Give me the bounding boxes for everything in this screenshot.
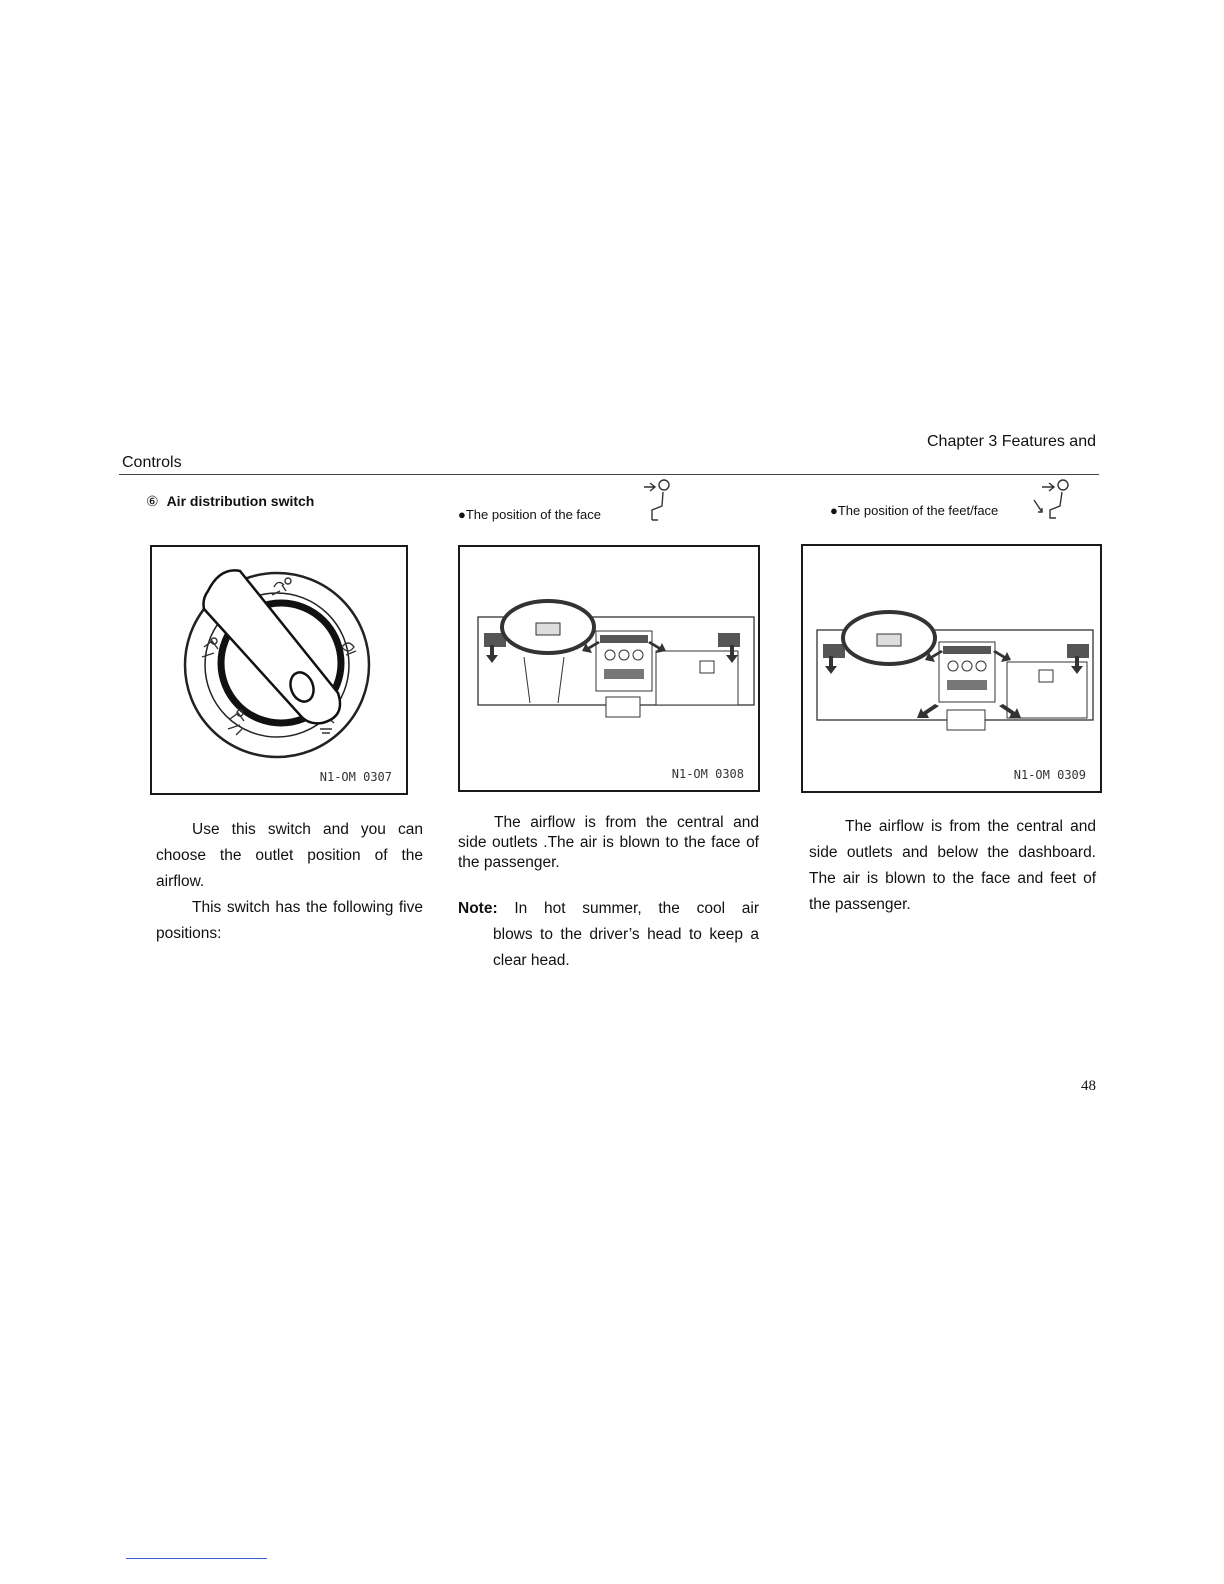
face-position-label: ●The position of the face [458, 507, 601, 522]
dashboard-feet-face-illustration [803, 546, 1100, 791]
header-rule [119, 474, 1099, 475]
section-title [146, 493, 314, 510]
note-label: Note: [458, 900, 498, 917]
section-header-title: Controls [122, 454, 182, 471]
column3-paragraph: The airflow is from the central and side outlets and below the dashboard. The air is blown to the face and feet of the passenger. [809, 818, 1096, 913]
dial-switch-illustration [152, 547, 406, 793]
column2-note-first-line [458, 896, 759, 922]
page-number: 48 [1081, 1078, 1096, 1094]
feet-face-vent-icon [1030, 478, 1074, 524]
column1-paragraph1: Use this switch and you can choose the outlet position of the airflow. [156, 821, 423, 890]
figure-code: N1-OM 0307 [319, 770, 392, 784]
column2-note-rest: blows to the driver’s head to keep a clear head. [493, 926, 759, 969]
section-number: ⑥ [146, 493, 159, 509]
dashboard-face-illustration [460, 547, 758, 790]
dial-switch-figure [150, 545, 408, 795]
column2-paragraph: The airflow is from the central and side outlets .The air is blown to the face of the passenger. [458, 814, 759, 871]
dashboard-feet-face-figure [801, 544, 1102, 793]
dashboard-face-figure [458, 545, 760, 792]
note-line1: In hot summer, the cool air [514, 900, 759, 917]
face-vent-icon [640, 478, 674, 526]
feet-face-position-label: ●The position of the feet/face [830, 503, 999, 518]
figure-code: N1-OM 0309 [1013, 768, 1086, 782]
footnote-separator [126, 1558, 267, 1559]
chapter-title: Chapter 3 Features and [927, 433, 1096, 450]
section-title-text: Air distribution switch [166, 493, 315, 509]
figure-code: N1-OM 0308 [671, 767, 744, 781]
column1-paragraph2: This switch has the following five positions: [156, 899, 423, 942]
